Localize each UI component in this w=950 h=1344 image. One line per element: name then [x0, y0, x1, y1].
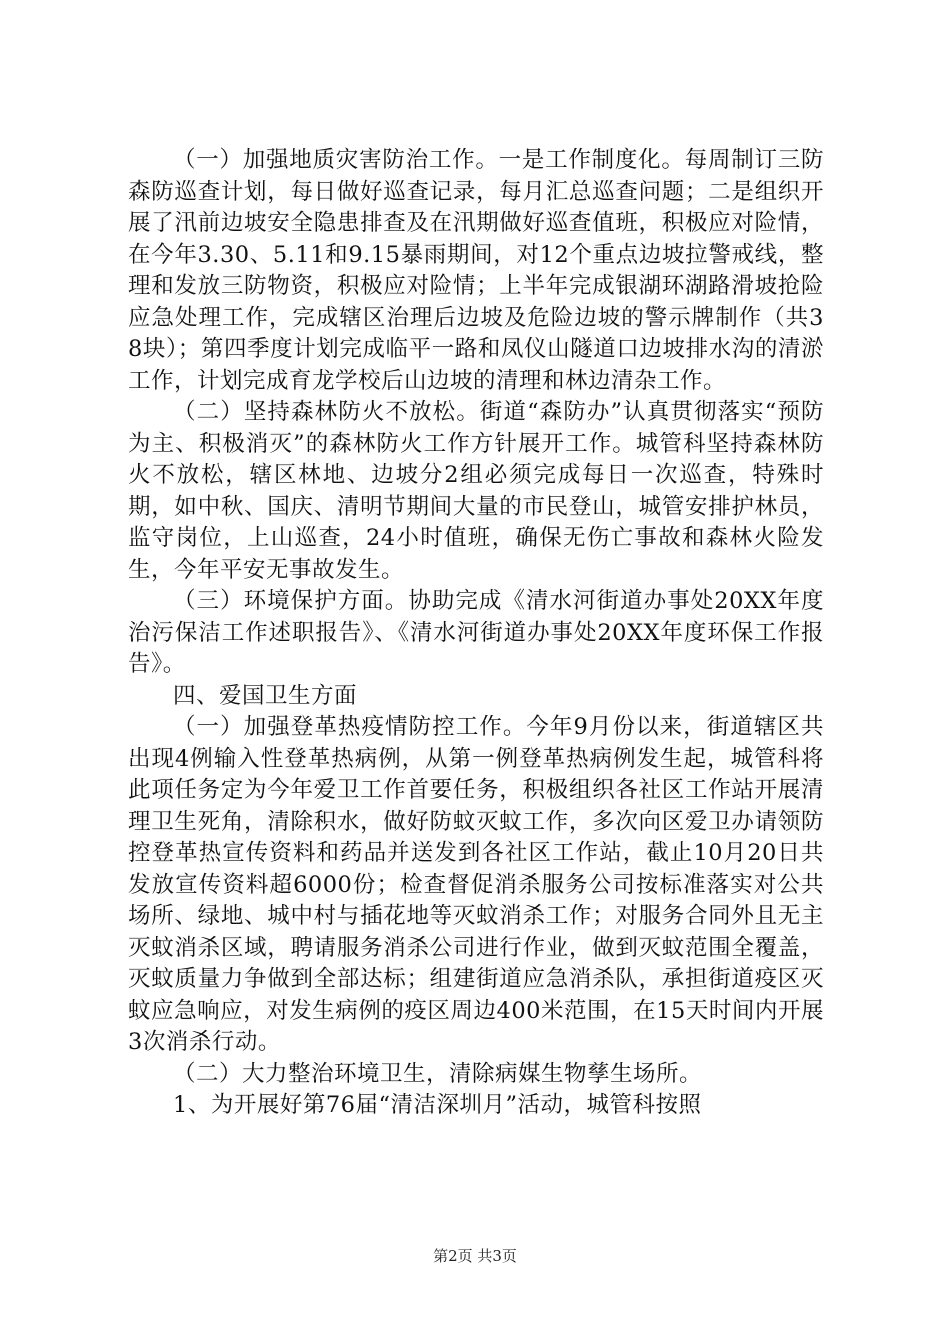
paragraph-forest-fire-prevention: （二）坚持森林防火不放松。街道“森防办”认真贯彻落实“预防为主、积极消灭”的森林防火工作方针展开工作。城管科坚持森林防火不放松，辖区林地、边坡分2组必须完成每日一次巡查，特殊时期，如中秋、国庆、清明节期间大量的市民登山，城管安排护林员，监守岗位，上山巡查，24小时值班，确保无伤亡事故和森林火险发生，今年平安无事故发生。 [128, 399, 824, 583]
paragraph-geological-disaster: （一）加强地质灾害防治工作。一是工作制度化。每周制订三防森防巡查计划，每日做好巡查记录，每月汇总巡查问题；二是组织开展了汛前边坡安全隐患排查及在汛期做好巡查值班，积极应对险情，在今年3.30、5.11和9.15暴雨期间，对12个重点边坡拉警戒线，整理和发放三防物资，积极应对险情；上半年完成银湖环湖路滑坡抢险应急处理工作，完成辖区治理后边坡及危险边坡的警示牌制作（共38块）；第四季度计划完成临平一路和凤仪山隧道口边坡排水沟的清淤工作，计划完成育龙学校后山边坡的清理和林边清杂工作。 [128, 147, 824, 394]
paragraph-environmental-protection: （三）环境保护方面。协助完成《清水河街道办事处20XX年度治污保洁工作述职报告》、《清水河街道办事处20XX年度环保工作报告》。 [128, 588, 824, 677]
document-body [128, 145, 824, 1122]
paragraph-dengue-prevention: （一）加强登革热疫情防控工作。今年9月份以来，街道辖区共出现4例输入性登革热病例，从第一例登革热病例发生起，城管科将此项任务定为今年爱卫工作首要任务，积极组织各社区工作站开展清理卫生死角，清除积水，做好防蚊灭蚊工作，多次向区爱卫办请领防控登革热宣传资料和药品并送发到各社区工作站，截止10月20日共发放宣传资料超6000份；检查督促消杀服务公司按标准落实对公共场所、绿地、城中村与插花地等灭蚊消杀工作；对服务合同外且无主灭蚊消杀区域，聘请服务消杀公司进行作业，做到灭蚊范围全覆盖，灭蚊质量力争做到全部达标；组建街道应急消杀队，承担街道疫区灭蚊应急响应，对发生病例的疫区周边400米范围，在15天时间内开展3次消杀行动。 [128, 714, 824, 1055]
section-heading-patriotic-health: 四、爱国卫生方面 [173, 682, 358, 709]
paragraph-clean-shenzhen-month: 1、为开展好第76届“清洁深圳月”活动，城管科按照 [173, 1092, 702, 1118]
page-number-footer: 第2页 共3页 [433, 1247, 517, 1265]
paragraph-environmental-sanitation: （二）大力整治环境卫生，清除病媒生物孳生场所。 [173, 1060, 703, 1087]
